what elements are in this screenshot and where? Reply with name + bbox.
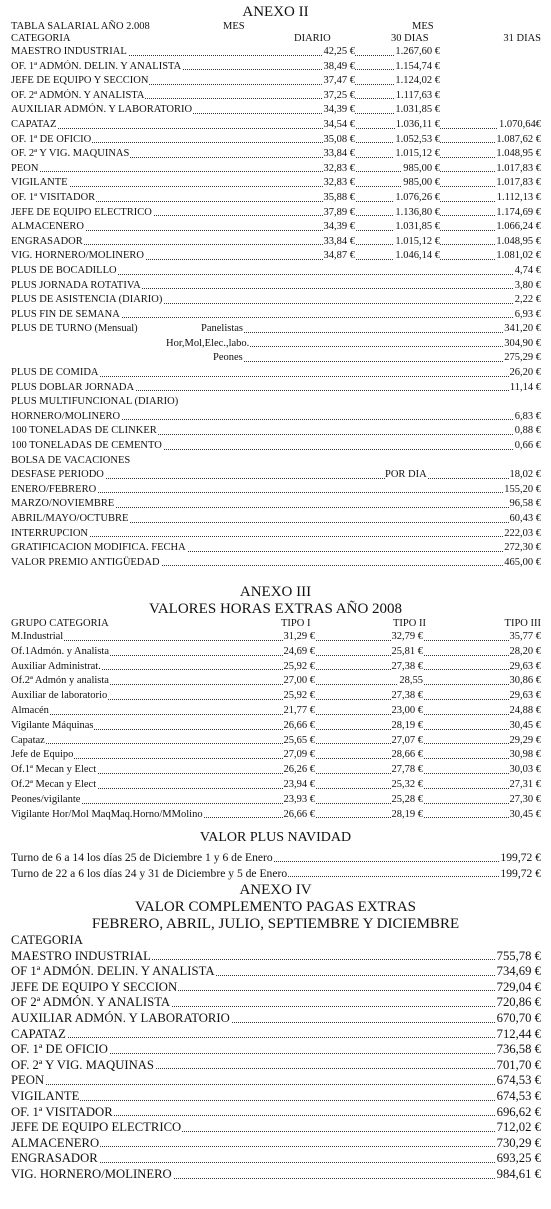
diario-value: 35,08 € [323, 133, 356, 148]
navidad-value: 199,72 € [500, 851, 541, 864]
multifuncional-row [11, 439, 541, 454]
row-label: JEFE DE EQUIPO Y SECCION [11, 74, 149, 89]
annex3-header [11, 618, 541, 630]
multifuncional-label: PLUS MULTIFUNCIONAL (DIARIO) [11, 395, 179, 410]
dot-leader [11, 1089, 541, 1101]
extra-pay-value: 755,78 € [496, 948, 541, 963]
col-tipo-2: TIPO II [393, 618, 426, 629]
row-label: Of.1ª Mecan y Elect [11, 763, 97, 778]
d30-value: 1.015,12 € [394, 147, 440, 162]
tipo3-value: 27,30 € [509, 793, 542, 808]
row-label: VIG. HORNERO/MOLINERO [11, 249, 145, 264]
annex2-header-1 [11, 21, 541, 33]
col-31-dias: 31 DIAS [503, 33, 541, 44]
tipo3-value: 30,45 € [509, 719, 542, 734]
plus-value: 26,20 € [509, 366, 542, 381]
plus-turno-row [11, 337, 541, 352]
row-label: Turno de 6 a 14 los días 25 de Diciembre 1 y 6 de Enero [11, 851, 273, 864]
bolsa-row [11, 483, 541, 498]
d30-value: 1.117,63 € [395, 89, 440, 104]
row-label: Of.2ª Admón y analista [11, 674, 110, 689]
diario-value: 34,87 € [323, 249, 356, 264]
d30-value: 1.015,12 € [394, 235, 440, 250]
row-label: Vigilante Máquinas [11, 719, 94, 734]
row-label: Auxiliar Administrat. [11, 660, 102, 675]
extra-pay-row [11, 1073, 541, 1089]
row-label: Vigilante Hor/Mol MaqMaq.Horno/MMolino [11, 808, 204, 823]
overtime-row [11, 734, 541, 749]
extra-pay-row [11, 1105, 541, 1121]
annex3-title: ANEXO III [239, 584, 312, 600]
extra-pay-value: 736,58 € [496, 1042, 541, 1057]
dot-leader [11, 118, 541, 129]
d31-value: 1.081,02 € [495, 249, 541, 264]
d30-value: 1.031,85 € [394, 220, 440, 235]
overtime-row [11, 719, 541, 734]
row-label: OF. 1ª ADMÓN. DELIN. Y ANALISTA [11, 60, 182, 75]
navidad-list [11, 850, 541, 881]
col-diario: DIARIO [294, 33, 331, 44]
plus-row [11, 381, 541, 396]
row-label: CAPATAZ [11, 1026, 66, 1041]
diario-value: 37,89 € [323, 206, 356, 221]
extra-pay-value: 712,02 € [496, 1120, 541, 1135]
d30-value: 985,00 € [402, 162, 440, 177]
plus-turno-sub: Panelistas [201, 322, 244, 337]
row-label: Capataz [11, 734, 46, 749]
extra-pay-value: 696,62 € [496, 1104, 541, 1119]
extra-pay-row [11, 1089, 541, 1105]
salary-row [11, 176, 541, 191]
tipo1-value: 31,29 € [283, 630, 316, 645]
row-label: ENERO/FEBRERO [11, 483, 97, 498]
multifuncional-value: 6,83 € [514, 410, 541, 425]
extra-pay-row [11, 1136, 541, 1152]
tipo2-value: 27,38 € [391, 660, 424, 675]
tipo2-value: 28,19 € [391, 808, 424, 823]
extra-pay-value: 670,70 € [496, 1010, 541, 1025]
annex3-overtime-table [11, 630, 541, 822]
row-label: INTERRUPCION [11, 527, 89, 542]
row-label: 100 TONELADAS DE CEMENTO [11, 439, 163, 454]
tipo1-value: 25,65 € [283, 734, 316, 749]
row-label: 100 TONELADAS DE CLINKER [11, 424, 158, 439]
extra-pay-value: 720,86 € [496, 995, 541, 1010]
extra-pay-row [11, 995, 541, 1011]
overtime-row [11, 674, 541, 689]
plus-turno-sub: Hor,Mol,Elec.,labo. [166, 337, 250, 352]
row-label: MAESTRO INDUSTRIAL [11, 948, 151, 963]
mes-left: MES [223, 21, 245, 32]
col-categoria: CATEGORIA [11, 33, 71, 44]
dot-leader [11, 748, 541, 759]
overtime-row [11, 704, 541, 719]
dot-leader [11, 1027, 541, 1039]
multifuncional-heading-row [11, 395, 541, 410]
plus-turno-value: 341,20 € [503, 322, 541, 337]
extra-pay-value: 701,70 € [496, 1057, 541, 1072]
dot-leader [11, 1073, 541, 1085]
bolsa-value: 60,43 € [509, 512, 542, 527]
row-label: Turno de 22 a 6 los días 24 y 31 de Diciembre y 5 de Enero [11, 866, 288, 880]
bolsa-label: BOLSA DE VACACIONES [11, 454, 131, 469]
row-label: OF 2ª ADMÓN. Y ANALISTA [11, 995, 171, 1010]
bolsa-row [11, 527, 541, 542]
row-label: OF. 2ª Y VIG. MAQUINAS [11, 147, 130, 162]
annex2-plus-list [11, 264, 541, 570]
annex2-header-2 [11, 33, 541, 45]
tipo2-value: 27,78 € [391, 763, 424, 778]
tipo1-value: 26,66 € [283, 719, 316, 734]
d30-value: 1.124,02 € [394, 74, 440, 89]
diario-value: 35,88 € [323, 191, 356, 206]
tipo1-value: 23,94 € [283, 778, 316, 793]
extra-pay-row [11, 980, 541, 996]
overtime-row [11, 763, 541, 778]
dot-leader [213, 351, 541, 362]
navidad-title: VALOR PLUS NAVIDAD [199, 830, 352, 845]
d30-value: 1.031,85 € [394, 103, 440, 118]
row-label: Almacén [11, 704, 50, 719]
extra-pay-value: 734,69 € [496, 964, 541, 979]
row-label: JEFE DE EQUIPO Y SECCION [11, 979, 178, 994]
tipo3-value: 30,45 € [509, 808, 542, 823]
col-30-dias: 30 DIAS [391, 33, 429, 44]
overtime-row [11, 748, 541, 763]
tipo3-value: 30,86 € [509, 674, 542, 689]
annex4-subtitle-2: FEBRERO, ABRIL, JULIO, SEPTIEMBRE Y DICIEMBRE [91, 916, 460, 932]
row-label: OF. 2ª Y VIG. MAQUINAS [11, 1057, 154, 1072]
annex4-extra-pay-table [11, 949, 541, 1183]
tipo1-value: 27,00 € [283, 674, 316, 689]
row-label: AUXILIAR ADMÓN. Y LABORATORIO [11, 103, 193, 118]
dot-leader [11, 176, 541, 187]
por-dia-label: POR DIA [385, 468, 428, 483]
annex4-subtitle-1: VALOR COMPLEMENTO PAGAS EXTRAS [134, 899, 417, 915]
row-label: PLUS DE COMIDA [11, 366, 100, 381]
multifuncional-value: 0,66 € [514, 439, 541, 454]
diario-value: 33,84 € [323, 147, 356, 162]
extra-pay-row [11, 1027, 541, 1043]
salary-row [11, 45, 541, 60]
d31-value: 1.066,24 € [495, 220, 541, 235]
row-label: ALMACENERO [11, 1135, 100, 1150]
bolsa-value: 465,00 € [503, 556, 541, 571]
row-label: ENGRASADOR [11, 1151, 98, 1166]
row-label: JEFE DE EQUIPO ELECTRICO [11, 1120, 182, 1135]
plus-turno-sub: Peones [213, 351, 244, 366]
row-label: MAESTRO INDUSTRIAL [11, 45, 128, 60]
d30-value: 1.036,11 € [395, 118, 440, 133]
row-label: Peones/vigilante [11, 793, 81, 808]
row-label: VIGILANTE [11, 176, 69, 191]
plus-value: 11,14 € [509, 381, 541, 396]
row-label: PLUS DE BOCADILLO [11, 264, 118, 279]
tipo2-value: 32,79 € [391, 630, 424, 645]
diario-value: 34,39 € [323, 103, 356, 118]
tipo3-value: 29,63 € [509, 660, 542, 675]
extra-pay-value: 984,61 € [496, 1166, 541, 1181]
overtime-row [11, 793, 541, 808]
tipo1-value: 24,69 € [283, 645, 316, 660]
plus-value: 6,93 € [514, 308, 541, 323]
plus-turno-label: PLUS DE TURNO (Mensual) [11, 322, 139, 337]
d31-value: 1.048,95 € [495, 235, 541, 250]
diario-value: 38,49 € [323, 60, 356, 75]
col-grupo: GRUPO CATEGORIA [11, 618, 109, 629]
salary-row [11, 60, 541, 75]
tipo1-value: 26,66 € [283, 808, 316, 823]
tipo2-value: 23,00 € [391, 704, 424, 719]
bolsa-value: 222,03 € [503, 527, 541, 542]
annex2-title: ANEXO II [242, 4, 309, 20]
tipo2-value: 28,19 € [391, 719, 424, 734]
row-label: ABRIL/MAYO/OCTUBRE [11, 512, 129, 527]
row-label: ALMACENERO [11, 220, 85, 235]
bolsa-row [11, 541, 541, 556]
desfase-row [11, 468, 541, 483]
salary-row [11, 191, 541, 206]
extra-pay-value: 729,04 € [496, 979, 541, 994]
plus-value: 4,74 € [514, 264, 541, 279]
extra-pay-row [11, 949, 541, 965]
overtime-row [11, 689, 541, 704]
d30-value: 1.136,80 € [394, 206, 440, 221]
salary-row [11, 249, 541, 264]
plus-turno-value: 304,90 € [503, 337, 541, 352]
overtime-row [11, 808, 541, 823]
diario-value: 42,25 € [323, 45, 356, 60]
tipo3-value: 30,98 € [509, 748, 542, 763]
diario-value: 33,84 € [323, 235, 356, 250]
dot-leader [11, 527, 541, 538]
dot-leader [201, 322, 541, 333]
annex2-salary-table [11, 45, 541, 264]
row-label: OF 1ª ADMÓN. DELIN. Y ANALISTA [11, 964, 215, 979]
bolsa-value: 272,30 € [503, 541, 541, 556]
row-label: GRATIFICACION MODIFICA. FECHA [11, 541, 187, 556]
plus-row [11, 308, 541, 323]
tipo2-value: 28,66 € [391, 748, 424, 763]
d31-value: 1.087,62 € [495, 133, 541, 148]
annex2-section [0, 4, 551, 570]
row-label: OF. 1ª VISITADOR [11, 1104, 113, 1119]
tipo1-value: 27,09 € [283, 748, 316, 763]
mes-right: MES [412, 21, 434, 32]
d30-value: 1.267,60 € [394, 45, 440, 60]
tipo2-value: 28,55 [398, 674, 423, 689]
d30-value: 1.076,26 € [394, 191, 440, 206]
tipo3-value: 27,31 € [509, 778, 542, 793]
diario-value: 32,83 € [323, 162, 356, 177]
dot-leader [11, 235, 541, 246]
plus-row [11, 293, 541, 308]
row-label: Of.1Admón. y Analista [11, 645, 110, 660]
plus-row [11, 264, 541, 279]
row-label: OF. 2ª ADMÓN. Y ANALISTA [11, 89, 145, 104]
tipo3-value: 29,63 € [509, 689, 542, 704]
tipo2-value: 27,07 € [391, 734, 424, 749]
salary-row [11, 147, 541, 162]
row-label: AUXILIAR ADMÓN. Y LABORATORIO [11, 1010, 230, 1025]
row-label: VIGILANTE [11, 1088, 80, 1103]
extra-pay-value: 674,53 € [496, 1088, 541, 1103]
salary-row [11, 89, 541, 104]
dot-leader [11, 793, 541, 804]
row-label: OF. 1ª VISITADOR [11, 191, 96, 206]
desfase-label: DESFASE PERIODO [11, 468, 105, 483]
d30-value: 985,00 € [402, 176, 440, 191]
dot-leader [11, 704, 541, 715]
extra-pay-row [11, 1167, 541, 1183]
col-tipo-3: TIPO III [504, 618, 541, 629]
tipo3-value: 29,29 € [509, 734, 542, 749]
d30-value: 1.052,53 € [394, 133, 440, 148]
salary-row [11, 118, 541, 133]
extra-pay-row [11, 1151, 541, 1167]
tipo3-value: 30,03 € [509, 763, 542, 778]
row-label: Jefe de Equipo [11, 748, 74, 763]
row-label: CAPATAZ [11, 118, 57, 133]
tipo2-value: 25,32 € [391, 778, 424, 793]
row-label: Of.2ª Mecan y Elect [11, 778, 97, 793]
salary-row [11, 133, 541, 148]
diario-value: 37,25 € [323, 89, 356, 104]
overtime-row [11, 660, 541, 675]
row-label: PEON [11, 1073, 45, 1088]
tipo1-value: 25,92 € [283, 660, 316, 675]
d31-value: 1.017,83 € [495, 176, 541, 191]
overtime-row [11, 630, 541, 645]
salary-row [11, 220, 541, 235]
d31-value: 1.070,64€ [498, 118, 541, 133]
navidad-row [11, 866, 541, 882]
navidad-value: 199,72 € [500, 866, 541, 880]
navidad-row [11, 850, 541, 866]
salary-row [11, 206, 541, 221]
extra-pay-row [11, 1120, 541, 1136]
d31-value: 1.048,95 € [495, 147, 541, 162]
row-label: Auxiliar de laboratorio [11, 689, 108, 704]
annex4-section [0, 882, 551, 1183]
extra-pay-row [11, 1011, 541, 1027]
plus-turno-row [11, 322, 541, 337]
row-label: PLUS DE ASISTENCIA (DIARIO) [11, 293, 163, 308]
tipo3-value: 35,77 € [509, 630, 542, 645]
diario-value: 32,83 € [323, 176, 356, 191]
row-label: OF. 1ª DE OFICIO [11, 1042, 108, 1057]
d30-value: 1.154,74 € [394, 60, 440, 75]
plus-value: 2,22 € [514, 293, 541, 308]
salary-row [11, 74, 541, 89]
row-label: ENGRASADOR [11, 235, 84, 250]
d30-value: 1.046,14 € [394, 249, 440, 264]
bolsa-row [11, 512, 541, 527]
navidad-section [0, 830, 551, 881]
tipo1-value: 23,93 € [283, 793, 316, 808]
row-label: MARZO/NOVIEMBRE [11, 497, 115, 512]
row-label: JEFE DE EQUIPO ELECTRICO [11, 206, 153, 221]
row-label: PLUS DOBLAR JORNADA [11, 381, 135, 396]
tipo2-value: 25,28 € [391, 793, 424, 808]
tipo1-value: 26,26 € [283, 763, 316, 778]
plus-value: 3,80 € [514, 279, 541, 294]
row-label: OF. 1ª DE OFICIO [11, 133, 92, 148]
dot-leader [11, 162, 541, 173]
extra-pay-value: 730,29 € [496, 1135, 541, 1150]
salary-row [11, 162, 541, 177]
salary-row [11, 235, 541, 250]
extra-pay-value: 674,53 € [496, 1073, 541, 1088]
row-label: HORNERO/MOLINERO [11, 410, 121, 425]
row-label: M.Industrial [11, 630, 64, 645]
tipo3-value: 24,88 € [509, 704, 542, 719]
multifuncional-row [11, 410, 541, 425]
bolsa-value: 96,58 € [509, 497, 542, 512]
tipo2-value: 25,81 € [391, 645, 424, 660]
plus-row [11, 279, 541, 294]
extra-pay-value: 693,25 € [496, 1151, 541, 1166]
d31-value: 1.174,69 € [495, 206, 541, 221]
d31-value: 1.017,83 € [495, 162, 541, 177]
tipo3-value: 28,20 € [509, 645, 542, 660]
bolsa-heading-row [11, 454, 541, 469]
dot-leader [11, 734, 541, 745]
plus-turno-value: 275,29 € [503, 351, 541, 366]
extra-pay-row [11, 1058, 541, 1074]
bolsa-value: 155,20 € [503, 483, 541, 498]
extra-pay-row [11, 1042, 541, 1058]
bolsa-row [11, 497, 541, 512]
plus-row [11, 366, 541, 381]
multifuncional-value: 0,88 € [514, 424, 541, 439]
plus-turno-row [11, 351, 541, 366]
overtime-row [11, 645, 541, 660]
tipo2-value: 27,38 € [391, 689, 424, 704]
dot-leader [11, 630, 541, 641]
diario-value: 34,39 € [323, 220, 356, 235]
extra-pay-row [11, 964, 541, 980]
row-label: VALOR PREMIO ANTIGÜEDAD [11, 556, 161, 571]
multifuncional-row [11, 424, 541, 439]
bolsa-row [11, 556, 541, 571]
annex3-section [0, 584, 551, 822]
desfase-value: 18,02 € [509, 468, 542, 483]
row-label: VIG. HORNERO/MOLINERO [11, 1166, 172, 1181]
row-label: PEON [11, 162, 39, 177]
dot-leader [11, 220, 541, 231]
row-label: PLUS FIN DE SEMANA [11, 308, 121, 323]
diario-value: 37,47 € [323, 74, 356, 89]
tipo1-value: 25,92 € [283, 689, 316, 704]
extra-pay-value: 712,44 € [496, 1026, 541, 1041]
diario-value: 34,54 € [323, 118, 356, 133]
overtime-row [11, 778, 541, 793]
table-label: TABLA SALARIAL AÑO 2.008 [11, 21, 150, 32]
row-label: PLUS JORNADA ROTATIVA [11, 279, 142, 294]
annex4-title: ANEXO IV [239, 882, 312, 898]
annex4-col-categoria: CATEGORIA [11, 933, 83, 947]
d31-value: 1.112,13 € [496, 191, 541, 206]
tipo1-value: 21,77 € [283, 704, 316, 719]
salary-row [11, 103, 541, 118]
annex3-subtitle: VALORES HORAS EXTRAS AÑO 2008 [148, 601, 403, 617]
col-tipo-1: TIPO I [281, 618, 311, 629]
